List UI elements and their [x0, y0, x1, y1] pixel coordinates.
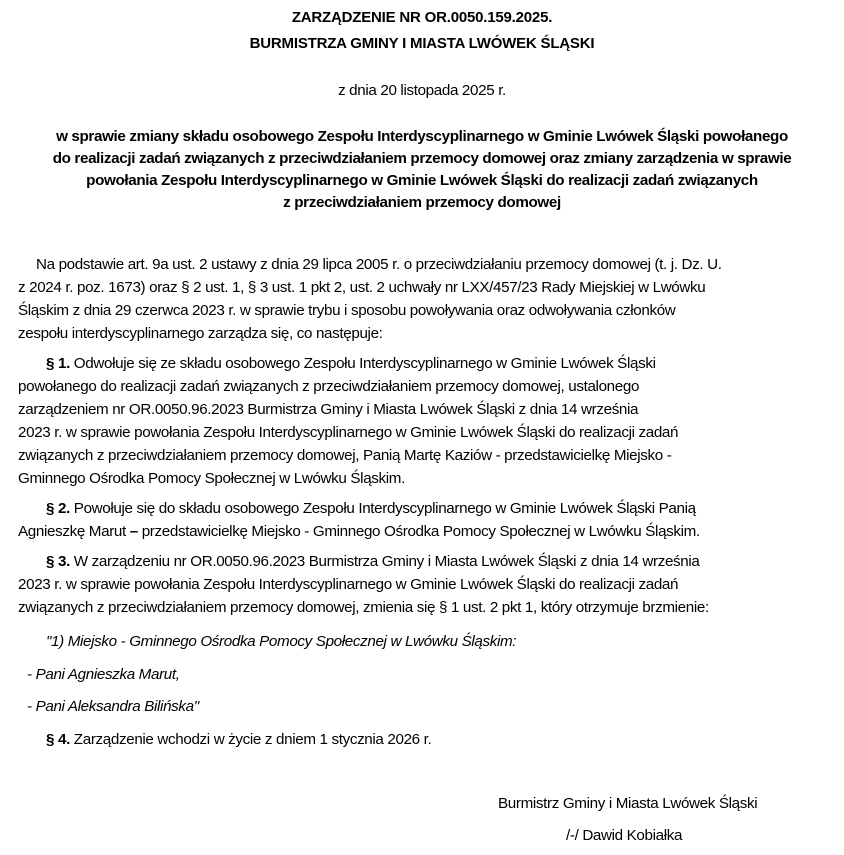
section-number: § 1.: [46, 355, 70, 372]
document-date: z dnia 20 listopada 2025 r.: [338, 82, 506, 99]
preamble-line: Na podstawie art. 9a ust. 2 ustawy z dnia 29 lipca 2005 r. o przeciwdziałaniu przemocy domowej (t. j. Dz. U.: [36, 256, 722, 273]
section-text: przedstawicielkę Miejsko - Gminnego Ośrodka Pomocy Społecznej w Lwówku Śląskim.: [137, 523, 700, 540]
section-1-line: 2023 r. w sprawie powołania Zespołu Interdyscyplinarnego w Gminie Lwówek Śląski do realizacji zadań: [18, 424, 679, 441]
subject-line: do realizacji zadań związanych z przeciwdziałaniem przemocy domowej oraz zmiany zarządzenia w sprawie: [52, 150, 792, 167]
section-number: § 4.: [46, 731, 70, 748]
signature-name: /-/ Dawid Kobiałka: [566, 827, 683, 844]
section-3: [46, 553, 700, 570]
section-1-line: związanych z przeciwdziałaniem przemocy domowej, Panią Martę Kaziów - przedstawicielkę Miejsko -: [18, 447, 672, 464]
preamble-line: Śląskim z dnia 29 czerwca 2023 r. w sprawie trybu i sposobu powoływania oraz odwoływania członków: [18, 302, 676, 319]
section-2-line: [18, 523, 700, 540]
signature-title: Burmistrz Gminy i Miasta Lwówek Śląski: [498, 795, 758, 812]
dash: –: [129, 523, 138, 540]
quote-item: - Pani Agnieszka Marut,: [27, 666, 180, 683]
section-2: [46, 500, 696, 517]
section-1: [46, 355, 656, 372]
section-number: § 3.: [46, 553, 70, 570]
document-issuer: BURMISTRZA GMINY I MIASTA LWÓWEK ŚLĄSKI: [249, 35, 595, 52]
section-text: Powołuje się do składu osobowego Zespołu Interdyscyplinarnego w Gminie Lwówek Śląski Panią: [69, 500, 696, 517]
subject-line: w sprawie zmiany składu osobowego Zespołu Interdyscyplinarnego w Gminie Lwówek Śląski powołanego: [56, 128, 788, 145]
section-1-line: Gminnego Ośrodka Pomocy Społecznej w Lwówku Śląskim.: [18, 470, 405, 487]
section-4: [46, 731, 431, 748]
section-3-line: 2023 r. w sprawie powołania Zespołu Interdyscyplinarnego w Gminie Lwówek Śląski do realizacji zadań: [18, 576, 679, 593]
preamble-line: zespołu interdyscyplinarnego zarządza się, co następuje:: [18, 325, 383, 342]
section-text: Odwołuje się ze składu osobowego Zespołu Interdyscyplinarnego w Gminie Lwówek Śląski: [69, 355, 656, 372]
section-3-line: związanych z przeciwdziałaniem przemocy domowej, zmienia się § 1 ust. 2 pkt 1, który otrzymuje brzmienie:: [18, 599, 709, 616]
quote-heading: "1) Miejsko - Gminnego Ośrodka Pomocy Społecznej w Lwówku Śląskim:: [46, 633, 517, 650]
section-1-line: powołanego do realizacji zadań związanych z przeciwdziałaniem przemocy domowej, ustalonego: [18, 378, 640, 395]
section-1-line: zarządzeniem nr OR.0050.96.2023 Burmistrza Gminy i Miasta Lwówek Śląski z dnia 14 września: [18, 401, 639, 418]
document-title: ZARZĄDZENIE NR OR.0050.159.2025.: [291, 9, 553, 26]
preamble-line: z 2024 r. poz. 1673) oraz § 2 ust. 1, § 3 ust. 1 pkt 2, ust. 2 uchwały nr LXX/457/23 Rady Miejskiej w Lwówku: [18, 279, 706, 296]
subject-line: z przeciwdziałaniem przemocy domowej: [283, 194, 561, 211]
subject-line: powołania Zespołu Interdyscyplinarnego w Gminie Lwówek Śląski do realizacji zadań związanych: [86, 172, 758, 189]
appointee-name: Agnieszkę Marut: [18, 523, 130, 540]
section-text: Zarządzenie wchodzi w życie z dniem 1 stycznia 2026 r.: [69, 731, 432, 748]
quote-item: - Pani Aleksandra Bilińska": [27, 698, 199, 715]
section-number: § 2.: [46, 500, 70, 517]
section-text: W zarządzeniu nr OR.0050.96.2023 Burmistrza Gminy i Miasta Lwówek Śląski z dnia 14 września: [69, 553, 700, 570]
